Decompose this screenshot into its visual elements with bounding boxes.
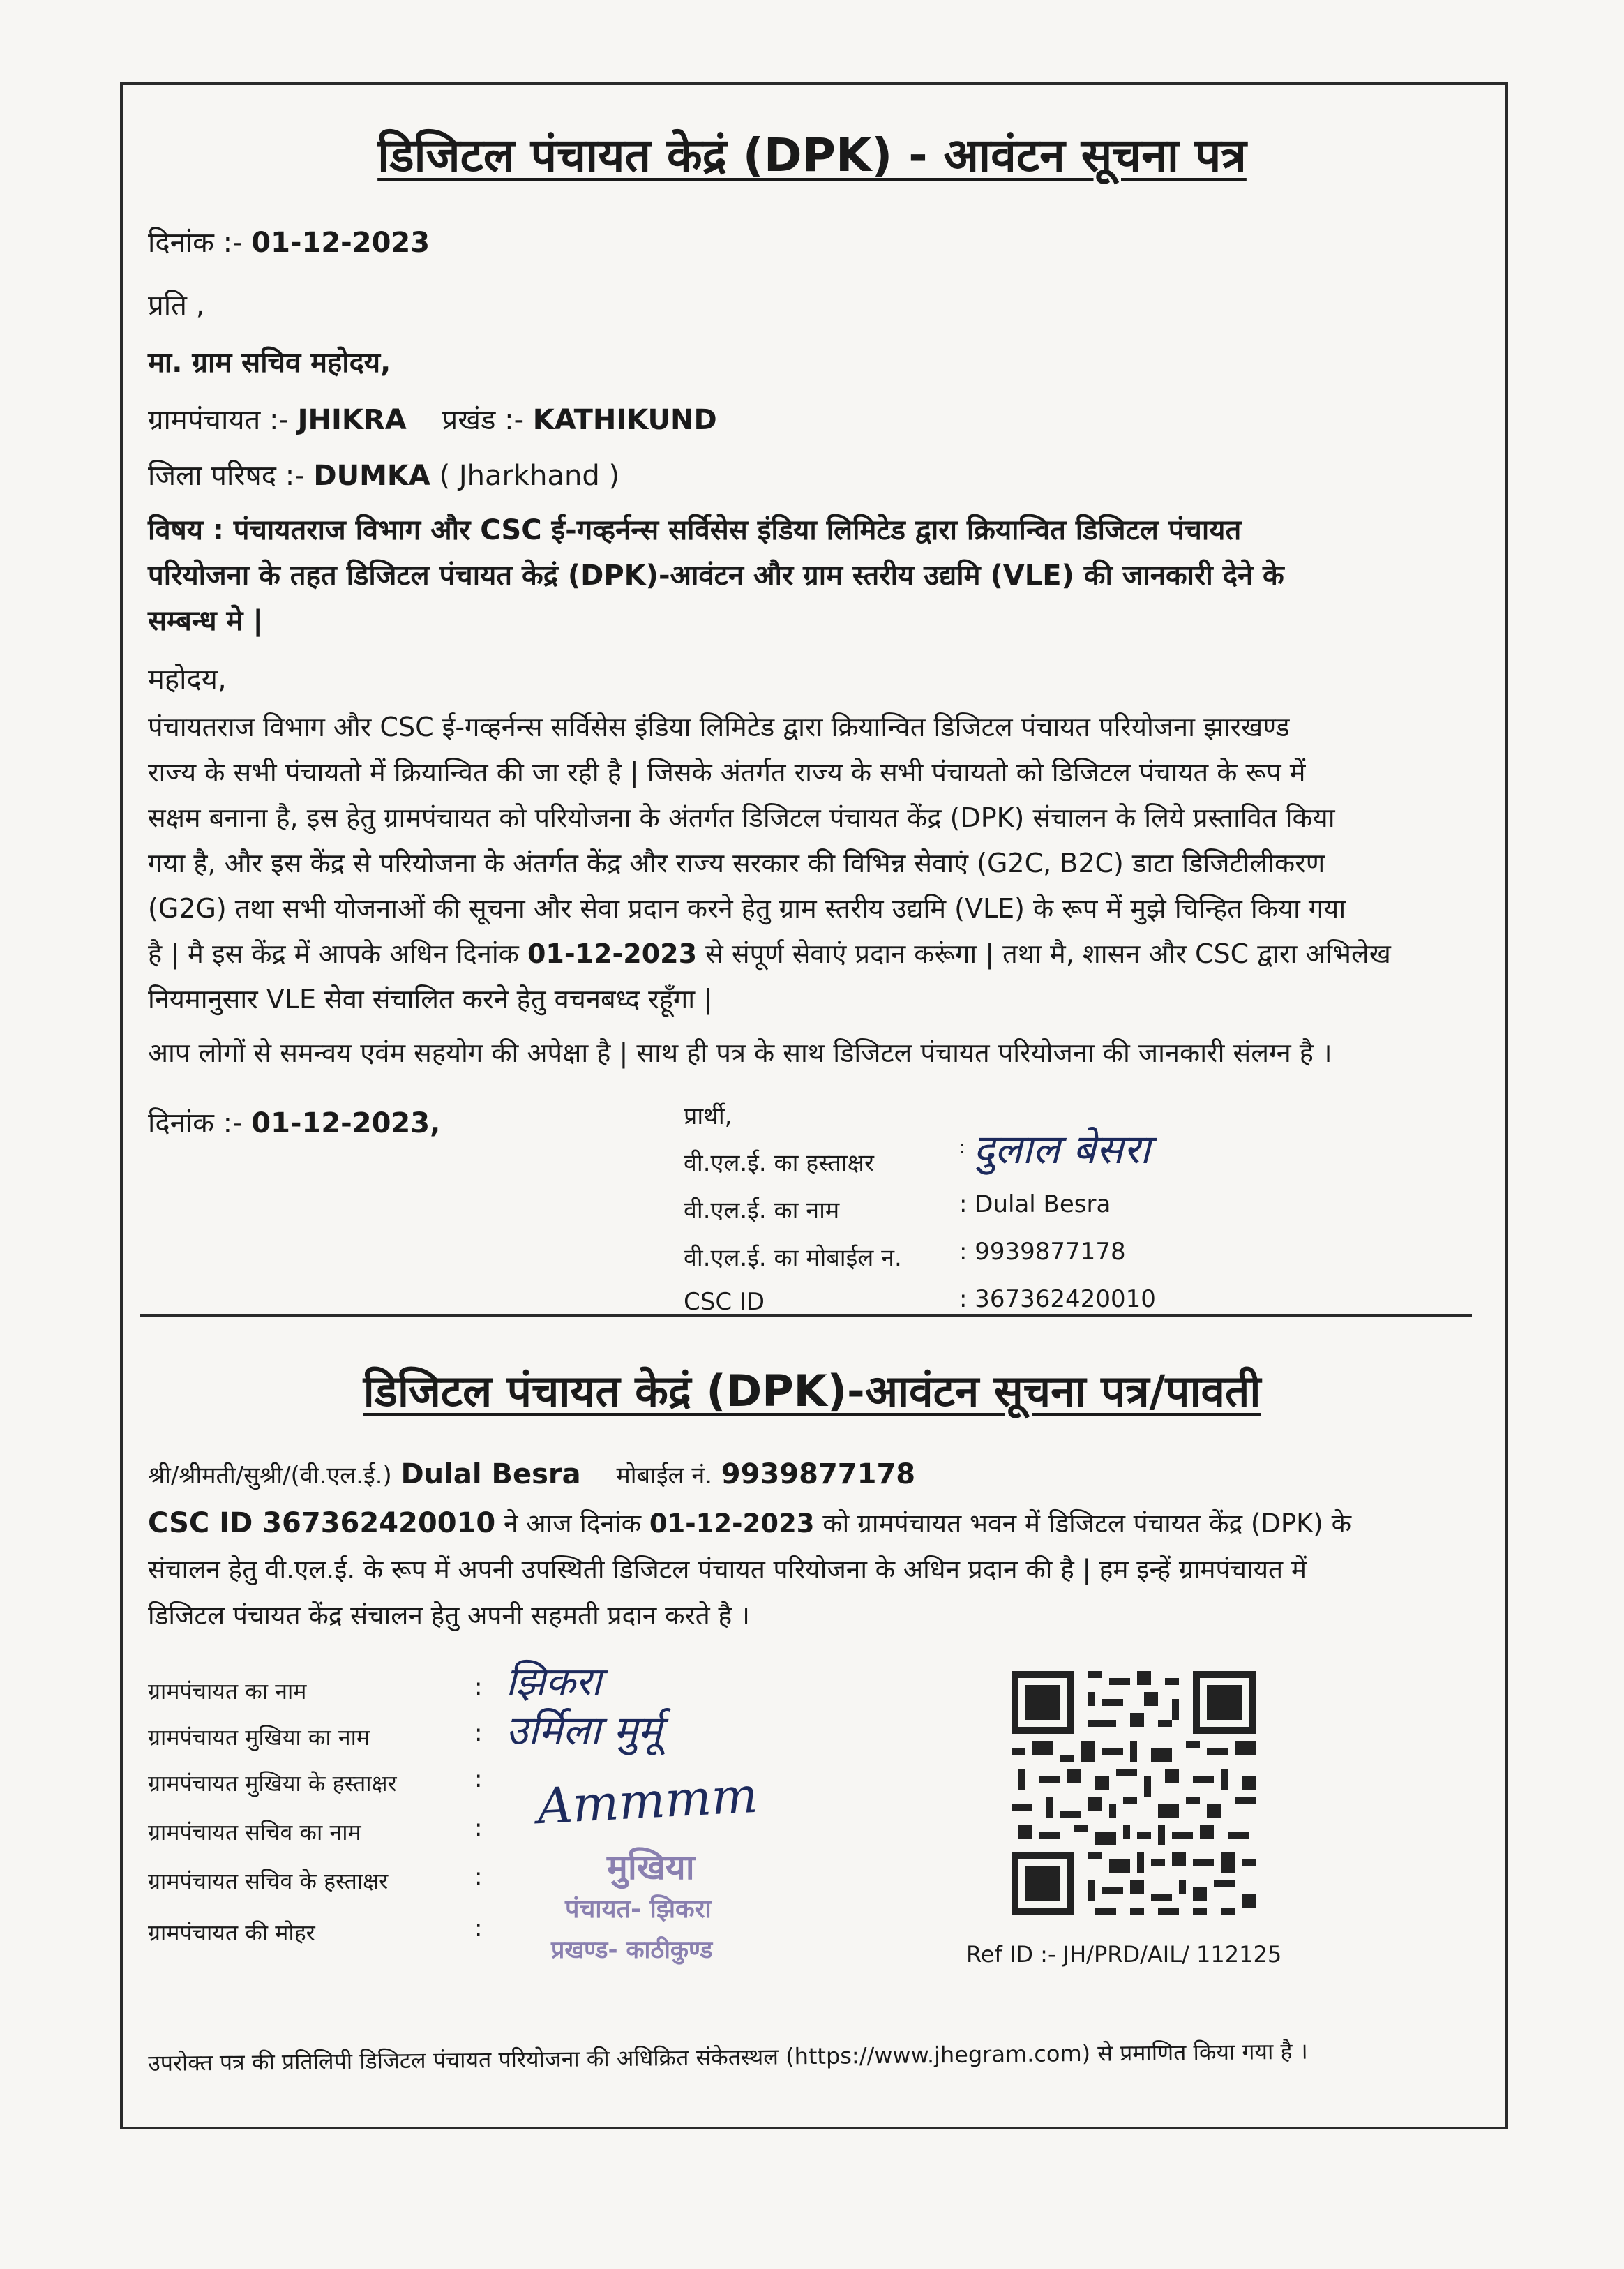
block-label: प्रखंड :- (442, 404, 525, 436)
sign-date-line (148, 1102, 440, 1141)
mukhiya-name-handwritten: उर्मिला मुर्मू (506, 1707, 662, 1754)
receipt-line-1-mid: ने आज दिनांक (503, 1508, 642, 1538)
prati: प्रति , (148, 290, 205, 322)
letter-date-line (148, 222, 430, 260)
field-label-mukhiya-sign: ग्रामपंचायत मुखिया के हस्ताक्षर (148, 1770, 397, 1797)
field-label-mukhiya-name: ग्रामपंचायत मुखिया का नाम (148, 1724, 370, 1751)
receipt-title: डिजिटल पंचायत केद्रं (DPK)-आवंटन सूचना पत्र/पावती (363, 1365, 1261, 1416)
sign-date: 01-12-2023, (251, 1107, 441, 1139)
subject-line-3: सम्बन्ध मे | (148, 605, 263, 637)
stamp-line-3: प्रखण्ड- काठीकुण्ड (551, 1936, 713, 1964)
body-line-1: पंचायतराज विभाग और CSC ई-गव्हर्नन्स सर्विसेस इंडिया लिमिटेड द्वारा क्रियान्वित डिजिटल पंचायत परियोजना झारखण्ड (148, 712, 1290, 742)
district-line (148, 455, 619, 493)
subject-line-2: परियोजना के तहत डिजिटल पंचायत केद्रं (DPK)-आवंटन और ग्राम स्तरीय उद्यमि (VLE) की जानकारी देने के (148, 560, 1284, 592)
vle-name: : Dulal Besra (959, 1190, 1111, 1218)
block-value: KATHIKUND (532, 404, 717, 436)
salutation: महोदय, (148, 664, 227, 696)
prarthi: प्रार्थी, (684, 1102, 732, 1130)
receipt-line-1 (148, 1500, 1473, 1547)
csc-id-label: CSC ID (684, 1288, 765, 1316)
body-line-6b: से संपूर्ण सेवाएं प्रदान करूंगा | तथा मै, शासन और CSC द्वारा अभिलेख (705, 938, 1391, 969)
field-label-sachiv-sign: ग्रामपंचायत सचिव के हस्ताक्षर (148, 1868, 389, 1894)
district-label: जिला परिषद :- (148, 460, 305, 492)
body-line-5: (G2G) तथा सभी योजनाओं की सूचना और सेवा प्रदान करने हेतु ग्राम स्तरीय उद्यमि (VLE) के रूप में मुझे चिन्हित किया गया (148, 893, 1346, 924)
subject-line-1: विषय : पंचायतराज विभाग और CSC ई-गव्हर्नन्स सर्विसेस इंडिया लिमिटेड द्वारा क्रियान्वित डिजिटल पंचायत (148, 514, 1242, 546)
receipt-date: 01-12-2023 (649, 1508, 815, 1538)
receipt-csc-id: CSC ID 367362420010 (148, 1507, 496, 1539)
sign-date-label: दिनांक :- (148, 1107, 243, 1139)
panchayat-name-handwritten: झिकरा (506, 1659, 602, 1705)
field-colon: : (474, 1765, 483, 1793)
receipt-line-3: डिजिटल पंचायत केंद्र संचालन हेतु अपनी सहमती प्रदान करते है । (148, 1601, 750, 1631)
stamp-line-2: पंचायत- झिकरा (565, 1895, 712, 1924)
body-line-7: नियमानुसार VLE सेवा संचालित करने हेतु वचनबध्द रहूँगा | (148, 984, 713, 1014)
field-colon: : (474, 1915, 483, 1942)
body-line-6a: है | मै इस केंद्र में आपके अधिन दिनांक (148, 938, 519, 969)
vle-sign-label: वी.एल.ई. का हस्ताक्षर (684, 1149, 874, 1177)
mukhiya-signature: Ammmm (536, 1766, 759, 1836)
qr-code-icon (1005, 1664, 1263, 1922)
field-label-seal: ग्रामपंचायत की मोहर (148, 1919, 315, 1946)
receipt-line-1-end: को ग्रामपंचायत भवन में डिजिटल पंचायत केंद्र (DPK) के (822, 1508, 1352, 1538)
body-line-6 (148, 931, 1473, 977)
vle-mobile: : 9939877178 (959, 1238, 1126, 1266)
vle-sign-colon: : (959, 1137, 965, 1158)
ref-id: Ref ID :- JH/PRD/AIL/ 112125 (966, 1941, 1282, 1968)
panchayat-value: JHIKRA (297, 404, 407, 436)
panchayat-label: ग्रामपंचायत :- (148, 404, 289, 436)
date-label: दिनांक :- (148, 227, 243, 259)
state-value: ( Jharkhand ) (439, 460, 620, 492)
body-line-2: राज्य के सभी पंचायतो में क्रियान्वित की जा रही है | जिसके अंतर्गत राज्य के सभी पंचायतो को डिजिटल पंचायत के रूप में (148, 757, 1306, 788)
stamp-line-1: मुखिया (607, 1847, 695, 1887)
subject (148, 508, 1473, 644)
name-prefix: श्री/श्रीमती/सुश्री/(वी.एल.ई.) (148, 1462, 392, 1490)
footer-note: उपरोक्त पत्र की प्रतिलिपी डिजिटल पंचायत परियोजना की अधिक्रित संकेतस्थल (https://www.jhegram.com) से प्रमाणित किया गया है । (148, 2037, 1308, 2076)
receipt-line-2: संचालन हेतु वी.एल.ई. के रूप में अपनी उपस्थिती डिजिटल पंचायत परियोजना के अधिन प्रदान की है | हम इन्हें ग्रामपंचायत में (148, 1555, 1307, 1585)
field-label-panchayat-name: ग्रामपंचायत का नाम (148, 1678, 307, 1705)
letter-title: डिजिटल पंचायत केद्रं (DPK) - आवंटन सूचना पत्र (377, 128, 1247, 182)
letter-date: 01-12-2023 (251, 227, 430, 259)
receipt-paragraph (148, 1500, 1473, 1639)
field-colon: : (474, 1673, 483, 1701)
vle-mobile-label: वी.एल.ई. का मोबाईल न. (684, 1244, 902, 1272)
receipt-mobile-label: मोबाईल नं. (616, 1462, 713, 1490)
addressee: मा. ग्राम सचिव महोदय, (148, 347, 391, 379)
field-colon: : (474, 1719, 483, 1747)
vle-signature: दुलाल बेसरा (973, 1125, 1150, 1173)
field-colon: : (474, 1863, 483, 1891)
district-value: DUMKA (313, 460, 430, 492)
closing-line: आप लोगों से समन्वय एवंम सहयोग की अपेक्षा है | साथ ही पत्र के साथ डिजिटल पंचायत परियोजना की जानकारी संलग्न है । (148, 1038, 1332, 1068)
panchayat-line (148, 399, 717, 437)
field-label-sachiv-name: ग्रामपंचायत सचिव का नाम (148, 1819, 361, 1845)
body-line-3: सक्षम बनाना है, इस हेतु ग्रामपंचायत को परियोजना के अंतर्गत डिजिटल पंचायत केंद्र (DPK) संचालन के लिये प्रस्तावित किया (148, 802, 1335, 833)
receipt-mobile: 9939877178 (721, 1458, 916, 1490)
field-colon: : (474, 1814, 483, 1842)
section-divider (140, 1314, 1472, 1317)
body-line-4: गया है, और इस केंद्र से परियोजना के अंतर्गत केंद्र और राज्य सरकार की विभिन्न सेवाएं (G2C, B2C) डाटा डिजिटीलीकरण (148, 848, 1325, 878)
receipt-name: Dulal Besra (400, 1458, 581, 1490)
body-paragraph (148, 705, 1473, 1022)
csc-id: : 367362420010 (959, 1285, 1156, 1313)
receipt-name-line (148, 1458, 915, 1490)
vle-name-label: वी.एल.ई. का नाम (684, 1197, 840, 1225)
body-line-6-date: 01-12-2023 (527, 938, 698, 969)
